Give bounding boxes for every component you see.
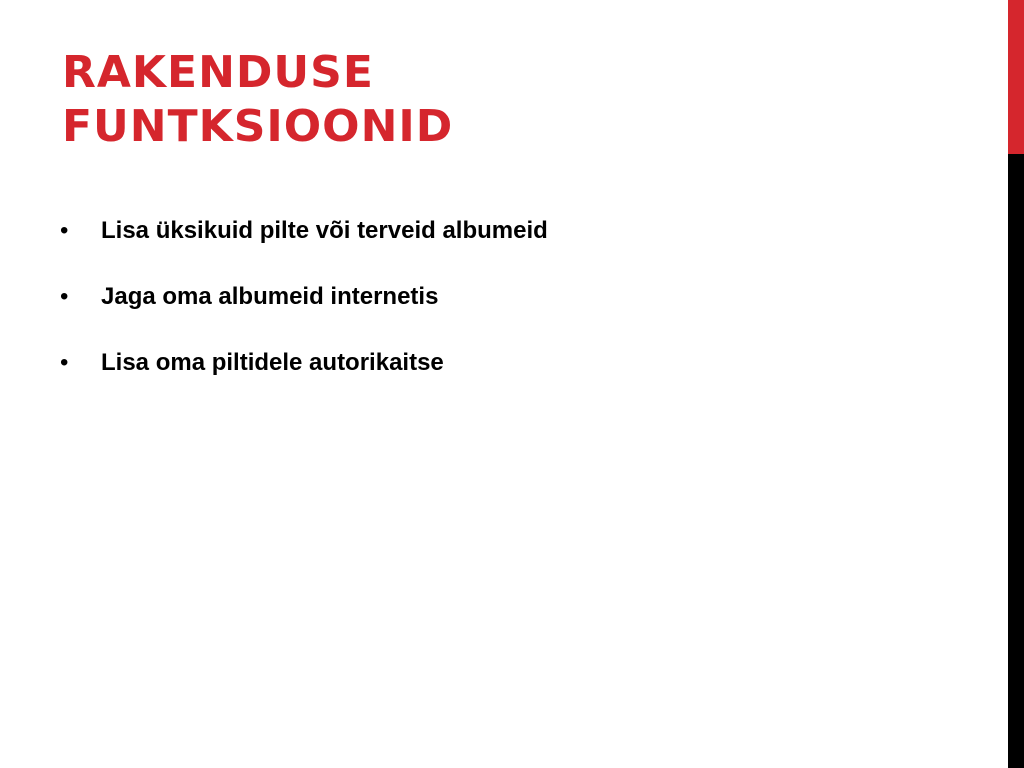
bullet-list xyxy=(60,210,548,408)
bullet-marker: • xyxy=(60,217,69,244)
bullet-text: Jaga oma albumeid internetis xyxy=(101,283,439,310)
bullet-text: Lisa oma piltidele autorikaitse xyxy=(101,349,444,376)
slide-title xyxy=(62,46,453,154)
bullet-marker: • xyxy=(60,349,69,376)
title-line-1: RAKENDUSE xyxy=(62,47,374,98)
side-accent-bar-red xyxy=(1008,0,1024,154)
title-line-2: FUNTKSIOONID xyxy=(62,101,454,152)
bullet-item xyxy=(60,276,548,317)
bullet-marker: • xyxy=(60,283,69,310)
side-accent-bar-black xyxy=(1008,154,1024,768)
bullet-text: Lisa üksikuid pilte või terveid albumeid xyxy=(101,217,548,244)
bullet-item xyxy=(60,342,548,383)
bullet-item xyxy=(60,210,548,251)
